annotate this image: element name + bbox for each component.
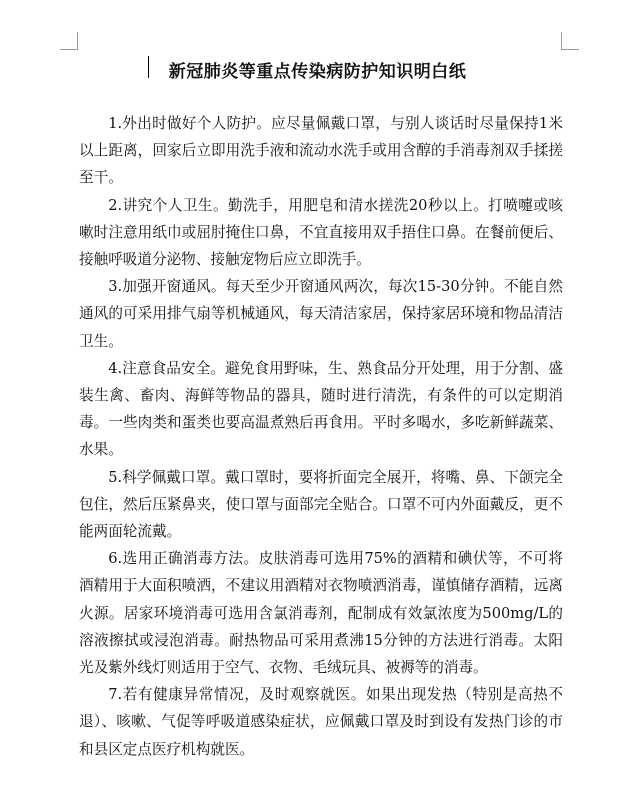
paragraph-2[interactable]: 2.讲究个人卫生。勤洗手，用肥皂和清水搓洗20秒以上。打喷嚏或咳嗽时注意用纸巾或屈肘掩住口鼻，不宜直接用双手捂住口鼻。在餐前便后、接触呼吸道分泌物、接触宠物后应立即洗手。 — [79, 196, 563, 269]
page-corner-mark-top-right — [561, 49, 579, 50]
paragraph-7[interactable]: 7.若有健康异常情况，及时观察就医。如果出现发热（特别是高热不退）、咳嗽、气促等呼吸道感染症状，应佩戴口罩及时到设有发热门诊的市和县区定点医疗机构就医。 — [79, 686, 563, 758]
document-title[interactable]: 新冠肺炎等重点传染病防护知识明白纸 — [168, 62, 467, 82]
paragraph-1[interactable]: 1.外出时做好个人防护。应尽量佩戴口罩，与别人谈话时尽量保持1米以上距离，回家后立即用洗手液和流动水洗手或用含醇的手消毒剂双手揉搓至干。 — [79, 115, 563, 187]
paragraph-5[interactable]: 5.科学佩戴口罩。戴口罩时，要将折面完全展开，将嘴、鼻、下颌完全包住，然后压紧鼻夹，使口罩与面部完全贴合。口罩不可内外面戴反，更不能两面轮流戴。 — [79, 468, 563, 541]
paragraph-3[interactable]: 3.加强开窗通风。每天至少开窗通风两次，每次15-30分钟。不能自然通风的可采用排气扇等机械通风，每天清洁家居，保持家居环境和物品清洁卫生。 — [79, 278, 563, 350]
page-corner-mark-top-left — [60, 49, 78, 50]
paragraph-4[interactable]: 4.注意食品安全。避免食用野味，生、熟食品分开处理，用于分割、盛装生禽、畜肉、海鲜等物品的器具，随时进行清洗，有条件的可以定期消毒。一些肉类和蛋类也要高温煮熟后再食用。平时多喝水，多吃新鲜蔬菜、水果。 — [79, 359, 563, 459]
page-corner-mark-top-left-vertical — [77, 32, 78, 50]
page-corner-mark-top-right-vertical — [561, 32, 562, 50]
document-body[interactable] — [79, 110, 563, 763]
paragraph-6[interactable]: 6.选用正确消毒方法。皮肤消毒可选用75%的酒精和碘伏等，不可将酒精用于大面积喷洒，不建议用酒精对衣物喷洒消毒，谨慎储存酒精，远离火源。居家环境消毒可选用含氯消毒剂，配制成有效氯浓度为500mg/L的溶液擦拭或浸泡消毒。耐热物品可采用煮沸15分钟的方法进行消毒。太阳光及紫外线灯则适用于空气、衣物、毛绒玩具、被褥等的消毒。 — [79, 550, 563, 677]
